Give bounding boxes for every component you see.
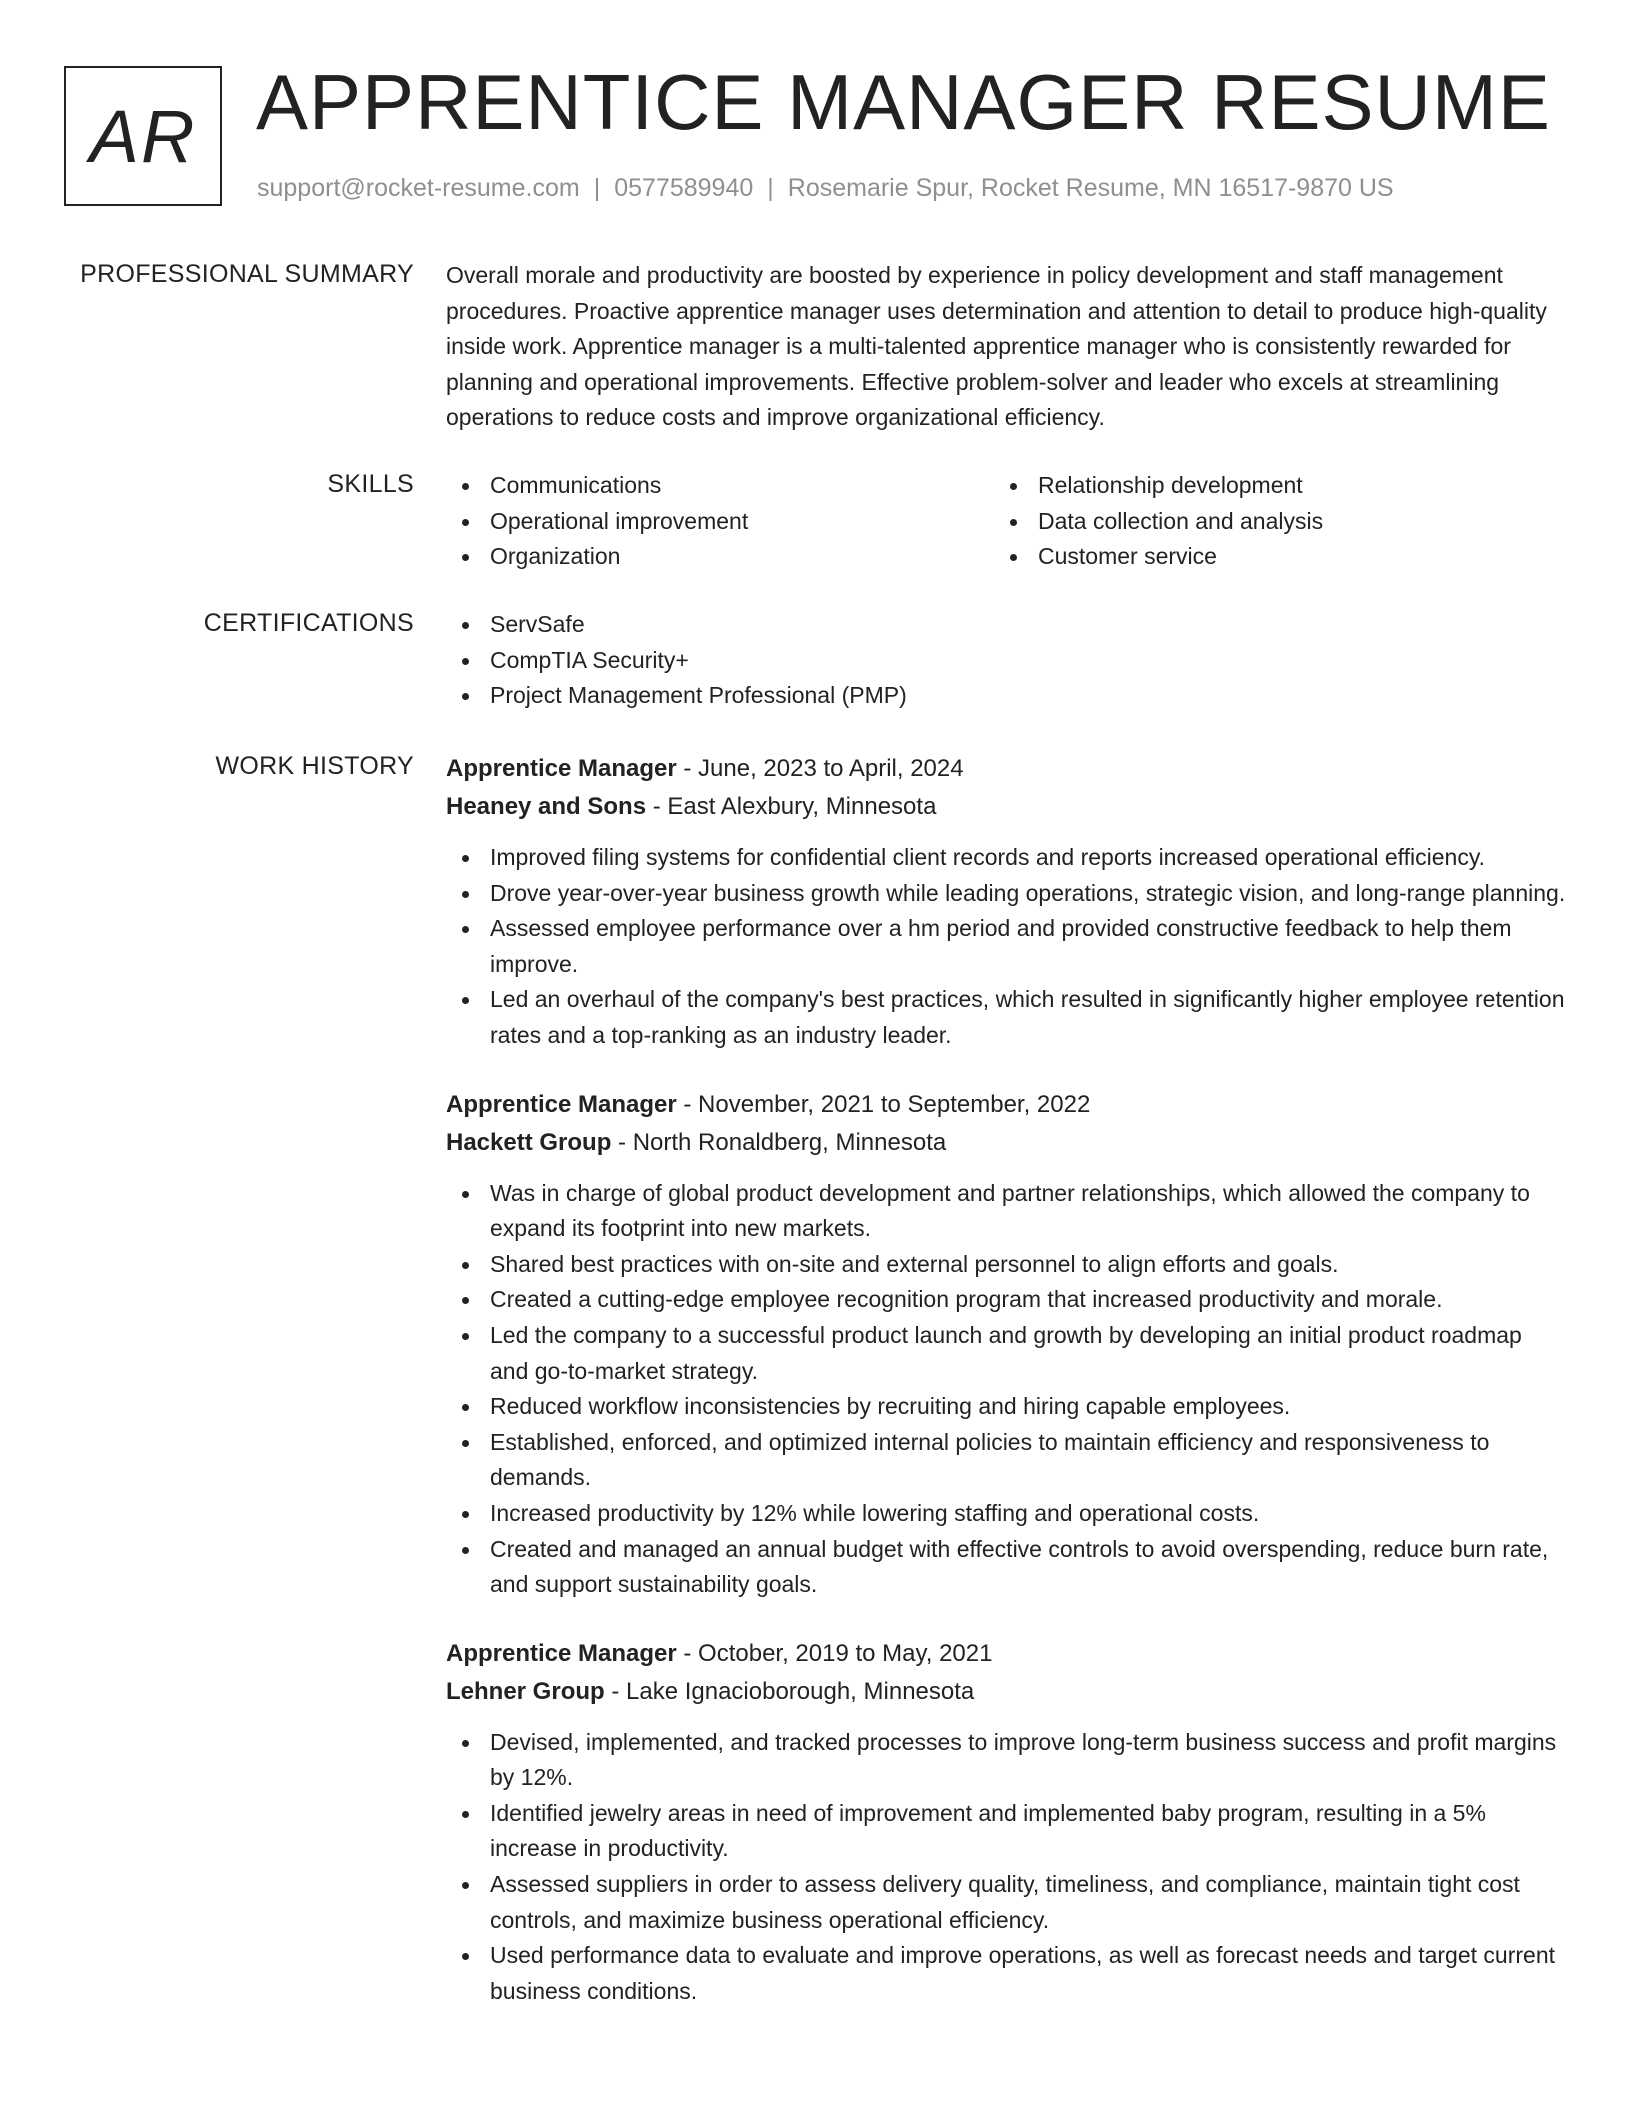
job-entry bbox=[446, 750, 1566, 1054]
job-bullet: Led an overhaul of the company's best practices, which resulted in significantly higher employee retention rates and a top-ranking as an industry leader. bbox=[446, 982, 1566, 1053]
resume-title: APPRENTICE MANAGER RESUME bbox=[256, 58, 1551, 146]
job-bullet: Devised, implemented, and tracked processes to improve long-term business success and profit margins by 12%. bbox=[446, 1725, 1566, 1796]
summary-text: Overall morale and productivity are boosted by experience in policy development and staff management procedures. Proactive apprentice manager uses determination and attention to detail to produce high-quality inside work. Apprentice manager is a multi-talented apprentice manager who is consistently rewarded for planning and operational improvements. Effective problem-solver and leader who excels at streamlining operations to reduce costs and improve organizational efficiency. bbox=[446, 262, 1547, 430]
job-company: Hackett Group bbox=[446, 1128, 612, 1156]
certifications-list bbox=[446, 607, 1566, 714]
summary-body bbox=[446, 258, 1566, 436]
contact-separator: | bbox=[593, 174, 601, 202]
job-location: - East Alexbury, Minnesota bbox=[646, 793, 937, 820]
job-bullet: Reduced workflow inconsistencies by recruiting and hiring capable employees. bbox=[446, 1389, 1566, 1425]
skill-item: Communications bbox=[446, 468, 994, 504]
skill-item: Relationship development bbox=[994, 468, 1542, 504]
job-bullet: Established, enforced, and optimized internal policies to maintain efficiency and responsiveness to demands. bbox=[446, 1425, 1566, 1496]
job-dates: - June, 2023 to April, 2024 bbox=[676, 755, 964, 782]
job-bullet: Led the company to a successful product launch and growth by developing an initial product roadmap and go-to-market strategy. bbox=[446, 1318, 1566, 1389]
job-bullet: Was in charge of global product development and partner relationships, which allowed the company to expand its footprint into new markets. bbox=[446, 1176, 1566, 1247]
section-title-certifications: CERTIFICATIONS bbox=[203, 609, 414, 637]
job-dates: - October, 2019 to May, 2021 bbox=[676, 1639, 993, 1667]
certification-item: ServSafe bbox=[446, 607, 1566, 643]
job-bullet: Assessed employee performance over a hm period and provided constructive feedback to help them improve. bbox=[446, 911, 1566, 982]
job-bullet: Used performance data to evaluate and improve operations, as well as forecast needs and target current business conditions. bbox=[446, 1938, 1566, 2009]
contact-email[interactable]: support@rocket-resume.com bbox=[257, 174, 580, 202]
job-company-line bbox=[446, 1673, 1566, 1711]
job-bullet: Created a cutting-edge employee recognition program that increased productivity and morale. bbox=[446, 1282, 1566, 1318]
job-bullet: Shared best practices with on-site and external personnel to align efforts and goals. bbox=[446, 1247, 1566, 1283]
job-company: Heaney and Sons bbox=[446, 793, 647, 820]
work-history-body bbox=[446, 750, 1566, 2009]
job-entry bbox=[446, 1635, 1566, 2010]
skill-item: Organization bbox=[446, 539, 994, 575]
contact-phone[interactable]: 0577589940 bbox=[614, 174, 754, 202]
certification-item: CompTIA Security+ bbox=[446, 643, 1566, 679]
job-bullets bbox=[446, 1176, 1566, 1603]
certification-item: Project Management Professional (PMP) bbox=[446, 678, 1566, 714]
skills-list-left bbox=[446, 468, 994, 575]
skills-list-right bbox=[994, 468, 1542, 575]
job-location: - Lake Ignacioborough, Minnesota bbox=[604, 1677, 975, 1705]
job-company-line bbox=[446, 1124, 1566, 1162]
section-title-work-history: WORK HISTORY bbox=[215, 752, 414, 780]
job-company-line bbox=[446, 788, 1566, 826]
job-title-line bbox=[446, 1635, 1566, 1673]
contact-address: Rosemarie Spur, Rocket Resume, MN 16517-9870 US bbox=[787, 174, 1394, 202]
job-role: Apprentice Manager bbox=[446, 1639, 677, 1667]
monogram-logo: AR bbox=[64, 66, 222, 206]
job-bullet: Created and managed an annual budget with effective controls to avoid overspending, reduce burn rate, and support sustainability goals. bbox=[446, 1532, 1566, 1603]
job-role: Apprentice Manager bbox=[446, 1090, 677, 1118]
job-bullets bbox=[446, 840, 1566, 1054]
certifications-body bbox=[446, 607, 1566, 714]
section-title-skills: SKILLS bbox=[327, 470, 414, 498]
job-dates: - November, 2021 to September, 2022 bbox=[676, 1090, 1091, 1118]
job-bullet: Increased productivity by 12% while lowering staffing and operational costs. bbox=[446, 1496, 1566, 1532]
job-entry bbox=[446, 1086, 1566, 1603]
job-role: Apprentice Manager bbox=[446, 755, 677, 782]
job-bullet: Improved filing systems for confidential client records and reports increased operational efficiency. bbox=[446, 840, 1566, 876]
skills-body bbox=[446, 468, 1566, 575]
skill-item: Operational improvement bbox=[446, 504, 994, 540]
contact-line bbox=[257, 174, 1394, 203]
skill-item: Customer service bbox=[994, 539, 1542, 575]
job-bullets bbox=[446, 1725, 1566, 2010]
skill-item: Data collection and analysis bbox=[994, 504, 1542, 540]
job-company: Lehner Group bbox=[446, 1677, 605, 1705]
job-bullet: Identified jewelry areas in need of improvement and implemented baby program, resulting in a 5% increase in productivity. bbox=[446, 1796, 1566, 1867]
job-location: - North Ronaldberg, Minnesota bbox=[611, 1128, 947, 1156]
section-title-summary: PROFESSIONAL SUMMARY bbox=[80, 260, 414, 288]
job-title-line bbox=[446, 1086, 1566, 1124]
contact-separator: | bbox=[767, 174, 774, 202]
job-title-line bbox=[446, 750, 1566, 788]
job-bullet: Assessed suppliers in order to assess delivery quality, timeliness, and compliance, maintain tight cost controls, and maximize business operational efficiency. bbox=[446, 1867, 1566, 1938]
job-bullet: Drove year-over-year business growth while leading operations, strategic vision, and long-range planning. bbox=[446, 876, 1566, 912]
